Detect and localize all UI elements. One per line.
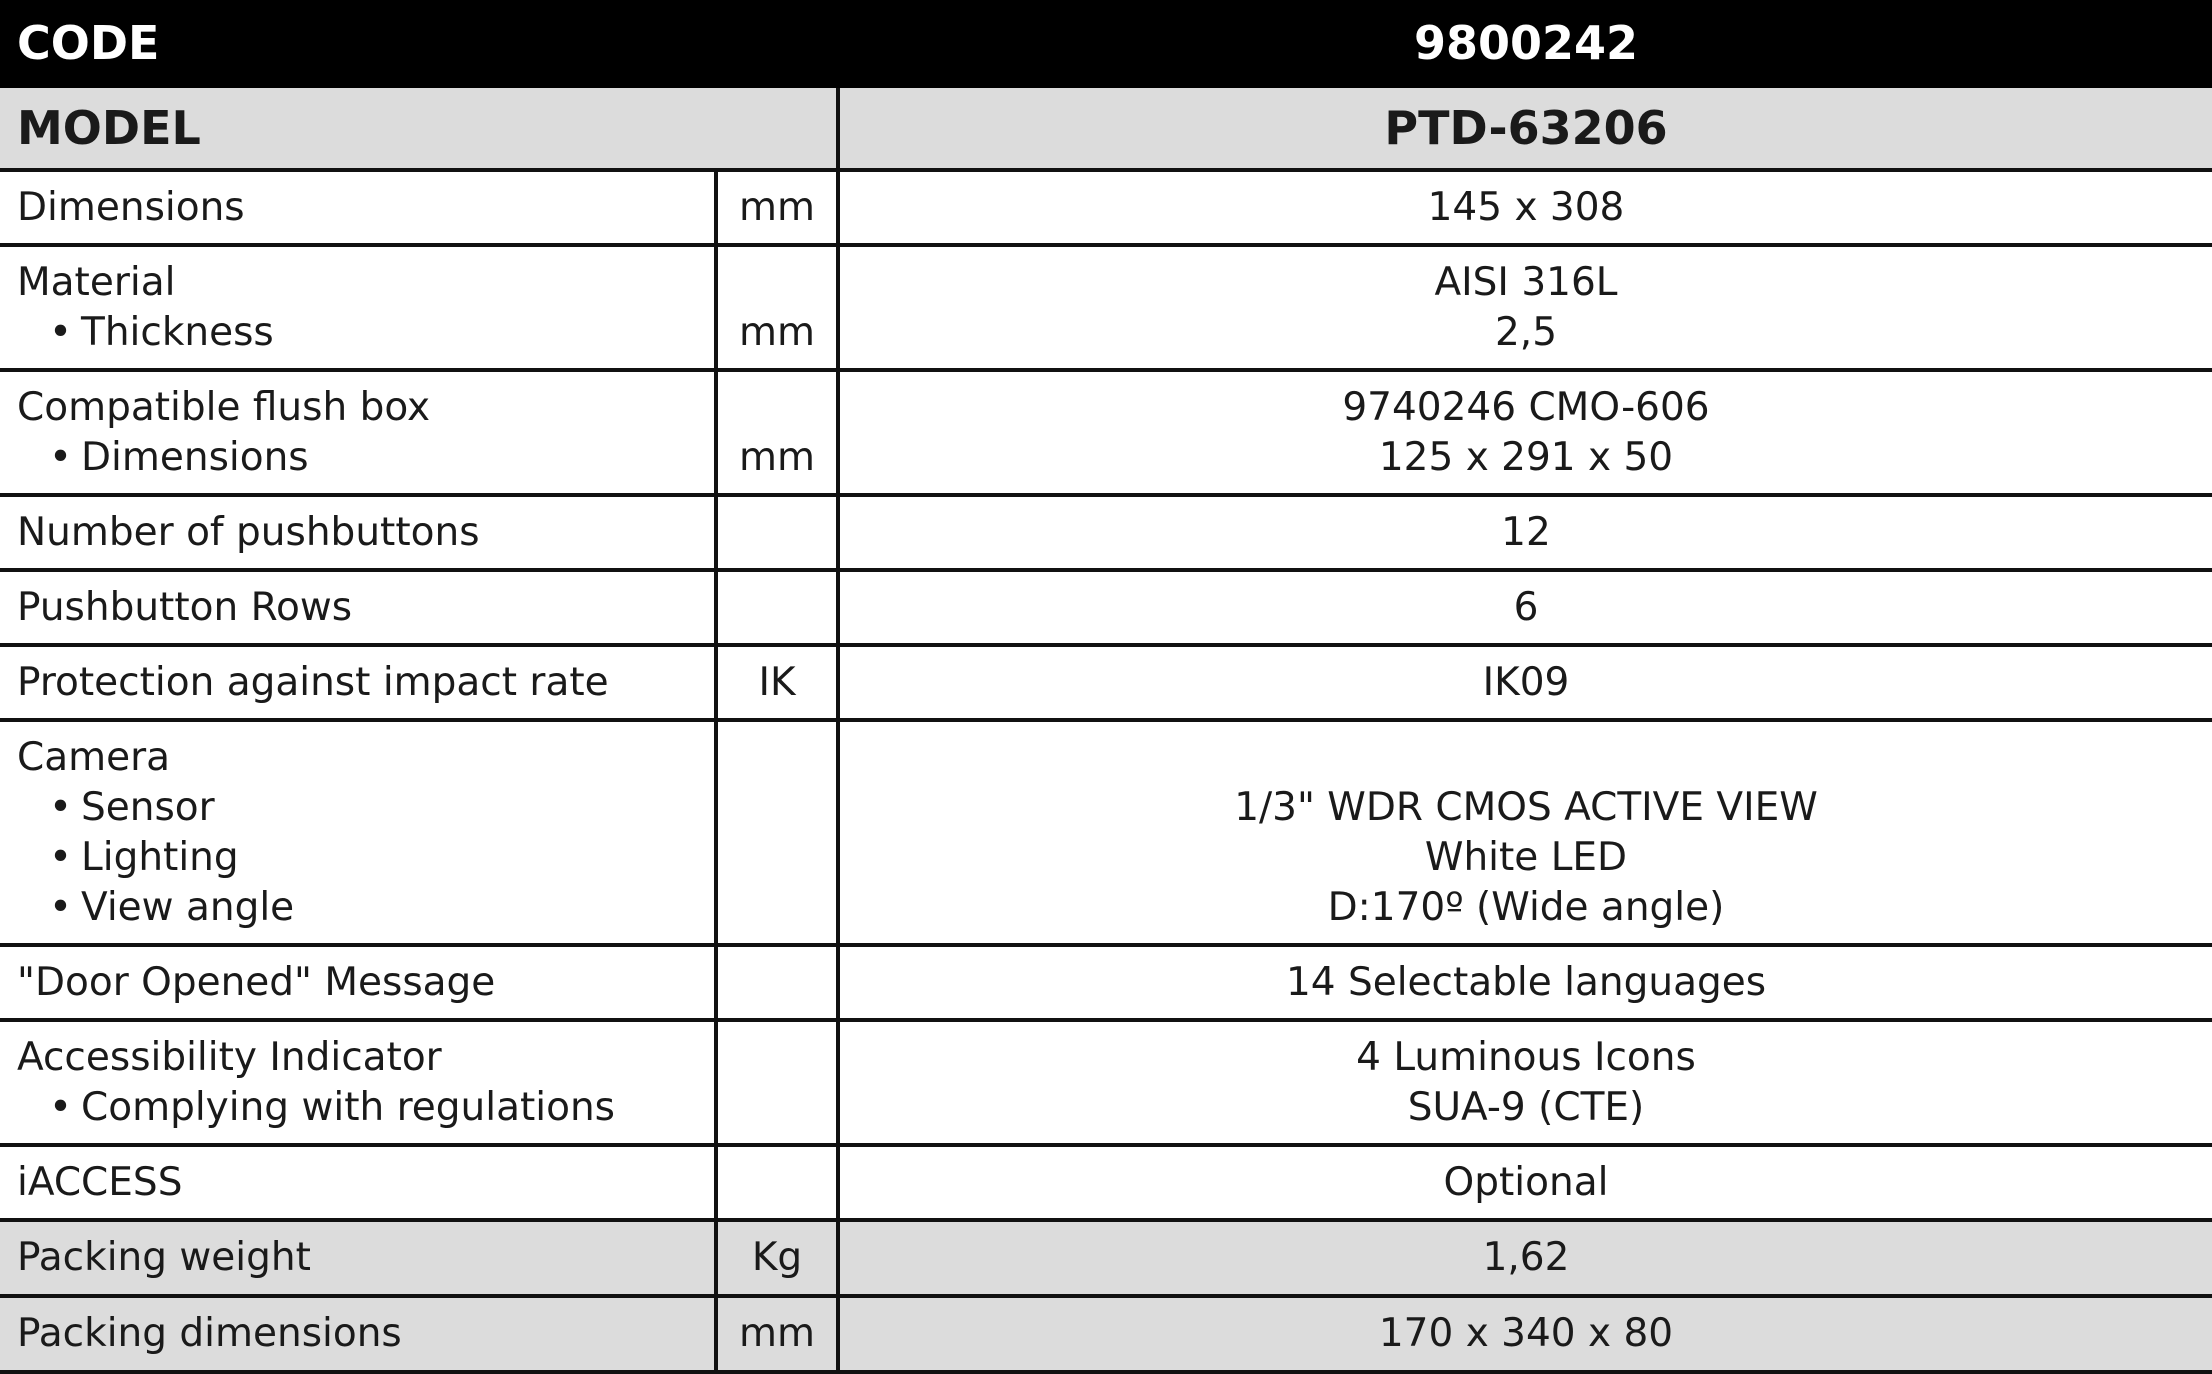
table-row	[0, 947, 2212, 1022]
bullet-icon: •	[49, 309, 73, 355]
table-row	[0, 572, 2212, 647]
row-unit: Kg	[751, 1235, 803, 1280]
row-sub-label: • Lighting	[17, 833, 714, 883]
row-value: 145 x 308	[1427, 184, 1625, 230]
code-value-cell	[840, 0, 2212, 86]
bullet-icon: •	[49, 884, 73, 930]
table-row	[0, 1298, 2212, 1374]
table-row	[0, 372, 2212, 497]
table-row	[0, 647, 2212, 722]
row-label: Dimensions	[17, 184, 245, 230]
model-value: PTD-63206	[1384, 101, 1668, 155]
model-label: MODEL	[17, 101, 201, 155]
row-unit: mm	[739, 184, 815, 230]
row-value: IK09	[1482, 659, 1570, 705]
row-sub-label: • View angle	[17, 883, 714, 933]
row-value: AISI 316L	[1434, 259, 1618, 305]
row-value: 4 Luminous Icons	[1356, 1034, 1696, 1080]
row-label: Compatible flush box	[17, 384, 431, 430]
row-sub-label: • Thickness	[17, 308, 714, 358]
row-label: iACCESS	[17, 1159, 183, 1205]
table-row	[0, 1022, 2212, 1147]
row-unit: mm	[739, 434, 815, 480]
model-value-cell	[840, 88, 2212, 168]
row-value-2: 125 x 291 x 50	[1378, 434, 1674, 480]
row-label: Number of pushbuttons	[17, 509, 480, 555]
table-row	[0, 497, 2212, 572]
table-row	[0, 722, 2212, 947]
row-value: White LED	[1424, 834, 1628, 880]
row-label: Accessibility Indicator	[17, 1034, 442, 1080]
table-row	[0, 1147, 2212, 1222]
bullet-icon: •	[49, 834, 73, 880]
code-label: CODE	[17, 16, 160, 70]
bullet-icon: •	[49, 1084, 73, 1130]
row-unit: mm	[739, 309, 815, 355]
row-value: 6	[1513, 584, 1539, 630]
row-sub-label: • Sensor	[17, 783, 714, 833]
row-label: Packing dimensions	[17, 1311, 402, 1356]
row-value: 1/3" WDR CMOS ACTIVE VIEW	[1234, 784, 1818, 830]
code-label-cell	[0, 0, 840, 86]
model-row	[0, 88, 2212, 172]
row-value-2: SUA-9 (CTE)	[1407, 1084, 1645, 1130]
row-label: Material	[17, 259, 176, 305]
row-label: Packing weight	[17, 1235, 311, 1280]
table-row	[0, 1222, 2212, 1298]
row-value-2: 2,5	[1494, 309, 1558, 355]
row-unit: IK	[758, 659, 796, 705]
row-label: Protection against impact rate	[17, 659, 609, 705]
row-value: 12	[1501, 509, 1551, 555]
row-value: Optional	[1443, 1159, 1609, 1205]
table-row	[0, 247, 2212, 372]
bullet-icon: •	[49, 784, 73, 830]
row-label: Camera	[17, 734, 171, 780]
row-value: 14 Selectable languages	[1285, 959, 1767, 1005]
bullet-icon: •	[49, 434, 73, 480]
row-label: "Door Opened" Message	[17, 959, 496, 1005]
row-unit: mm	[739, 1311, 815, 1356]
table-row	[0, 172, 2212, 247]
row-value: 170 x 340 x 80	[1378, 1311, 1674, 1356]
row-label: Pushbutton Rows	[17, 584, 353, 630]
code-value: 9800242	[1413, 16, 1639, 70]
model-label-cell	[0, 88, 840, 168]
row-value: 9740246 CMO-606	[1342, 384, 1710, 430]
row-sub-label: • Complying with regulations	[17, 1083, 714, 1133]
row-value: D:170º (Wide angle)	[1327, 884, 1725, 930]
code-row	[0, 0, 2212, 88]
row-value: 1,62	[1482, 1235, 1570, 1280]
row-sub-label: • Dimensions	[17, 433, 714, 483]
